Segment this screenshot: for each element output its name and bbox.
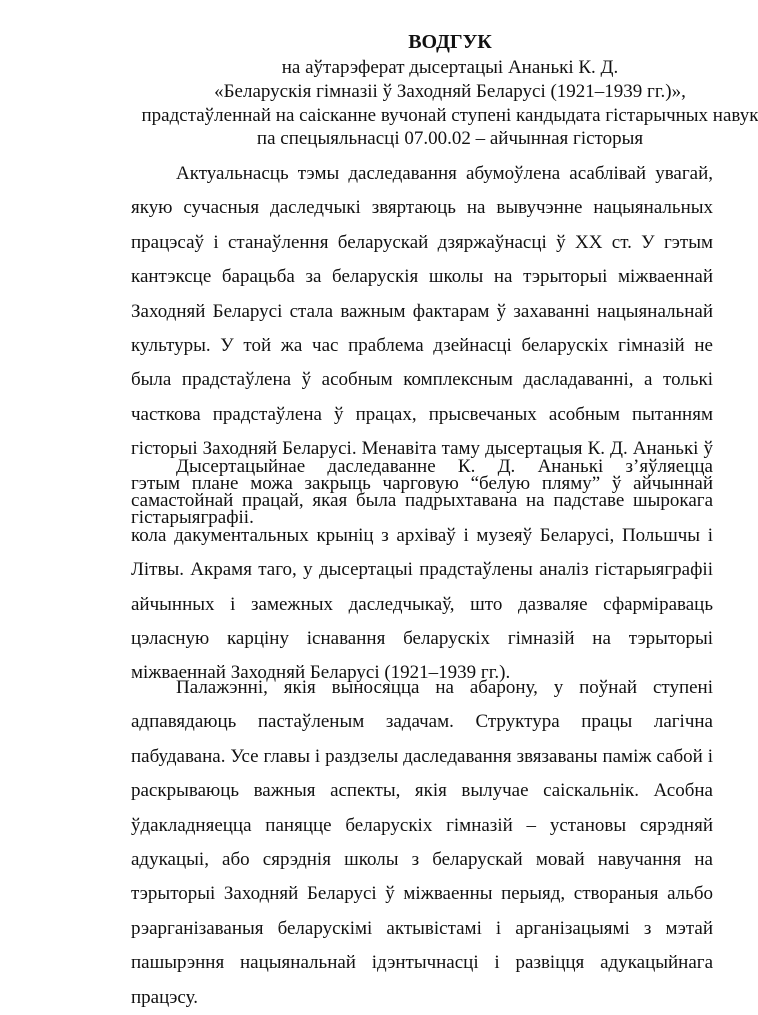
document-title: ВОДГУК <box>408 31 492 53</box>
paragraph-structure: Палажэнні, якія выносяцца на абарону, у поўнай ступені адпавядаюць пастаўленым задачам. Структура працы лагічна пабудавана. Усе главы і раздзелы даследавання звязаваны паміж сабой і раскрываюць важныя аспекты, якія вылучае саіскальнік. Асобна ўдакладняецца паняцце беларускіх гімназій – установы сярэдняй адукацыі, або сярэднія школы з беларускай мовай навучання на тэрыторыі Заходняй Беларусі ў міжваенны перыяд, створаныя альбо рэарганізаваныя беларускімі актывістамі і арганізацыямі з мэтай пашырэння нацыянальнай ідэнтычнасці і развіцця адукацыйнага працэсу. <box>131 677 713 1008</box>
paragraph-relevance: Актуальнасць тэмы даследавання абумоўлена асаблівай увагай, якую сучасныя даследчыкі звяртаюць на вывучэнне нацыянальных працэсаў і станаўлення беларускай дзяржаўнасці ў XX ст. У гэтым кантэксце барацьба за беларускія школы на тэрыторыі міжваеннай Заходняй Беларусі стала важным фактарам ў захаванні нацыянальнай культуры. У той жа час праблема дзейнасці беларускіх гімназій не была прадстаўлена ў асобным комплексным дасладаванні, а толькі часткова прадстаўлена ў працах, прысвечаных асобным пытанням гісторыі Заходняй Беларусі. Менавіта таму дысертацыя К. Д. Ананькі ў гэтым плане можа закрыць чарговую “белую пляму” ў айчыннай гістарыяграфіі. <box>131 163 713 529</box>
subtitle-line-2: «Беларускія гімназіі ў Заходняй Беларусі (1921–1939 гг.)», <box>214 81 686 102</box>
paragraph-sources: Дысертацыйнае даследаванне К. Д. Ананькі з’яўляецца самастойнай працай, якая была падрыхтавана на падставе шырокага кола дакументальных крыніц з архіваў і музеяў Беларусі, Польшчы і Літвы. Акрамя таго, у дысертацыі прадстаўлены аналіз гістарыяграфіі айчынных і замежных даследчыкаў, што дазваляе сфарміраваць цэласную карціну існавання беларускіх гімназій на тэрыторыі міжваеннай Заходняй Беларусі (1921–1939 гг.). <box>131 456 713 684</box>
subtitle-line-3: прадстаўленнай на саісканне вучонай ступені кандыдата гістарычных навук <box>141 105 758 126</box>
subtitle-line-1: на аўтарэферат дысертацыі Ананькі К. Д. <box>281 57 619 78</box>
subtitle-line-4: па спецыяльнасці 07.00.02 – айчынная гісторыя <box>256 128 644 149</box>
